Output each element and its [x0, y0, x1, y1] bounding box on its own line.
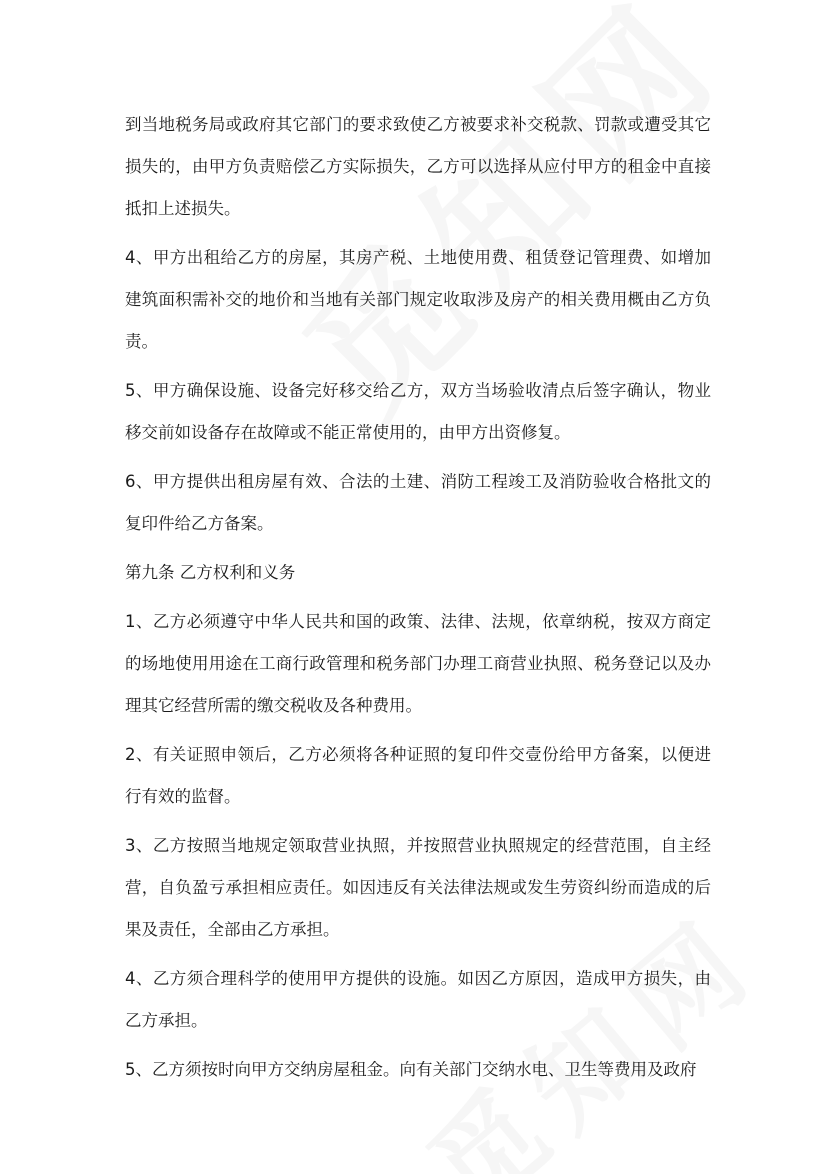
- paragraph-b-clause-1: 1、乙方必须遵守中华人民共和国的政策、法律、法规，依章纳税，按双方商定的场地使用用途在工商行政管理和税务部门办理工商营业执照、税务登记以及办理其它经营所需的缴交税收及各种费用。: [125, 612, 711, 715]
- document-body: [125, 104, 711, 1098]
- paragraph-b-clause-3: 3、乙方按照当地规定领取营业执照，并按照营业执照规定的经营范围，自主经营，自负盈亏承担相应责任。如因违反有关法律法规或发生劳资纠纷而造成的后果及责任，全部由乙方承担。: [125, 836, 711, 939]
- paragraph-continuation: 到当地税务局或政府其它部门的要求致使乙方被要求补交税款、罚款或遭受其它损失的，由甲方负责赔偿乙方实际损失，乙方可以选择从应付甲方的租金中直接抵扣上述损失。: [125, 115, 711, 218]
- paragraph-clause-4: 4、甲方出租给乙方的房屋，其房产税、土地使用费、租赁登记管理费、如增加建筑面积需补交的地价和当地有关部门规定收取涉及房产的相关费用概由乙方负责。: [125, 248, 711, 351]
- paragraph-b-clause-5: 5、乙方须按时向甲方交纳房屋租金。向有关部门交纳水电、卫生等费用及政府: [125, 1060, 697, 1079]
- paragraph-b-clause-4: 4、乙方须合理科学的使用甲方提供的设施。如因乙方原因，造成甲方损失，由乙方承担。: [125, 969, 711, 1030]
- paragraph-b-clause-2: 2、有关证照申领后，乙方必须将各种证照的复印件交壹份给甲方备案，以便进行有效的监督。: [125, 745, 711, 806]
- paragraph-clause-5: 5、甲方确保设施、设备完好移交给乙方，双方当场验收清点后签字确认，物业移交前如设备存在故障或不能正常使用的，由甲方出资修复。: [125, 381, 711, 442]
- section-heading-article-9: 第九条 乙方权利和义务: [125, 563, 296, 582]
- paragraph-clause-6: 6、甲方提供出租房屋有效、合法的土建、消防工程竣工及消防验收合格批文的复印件给乙方备案。: [125, 472, 711, 533]
